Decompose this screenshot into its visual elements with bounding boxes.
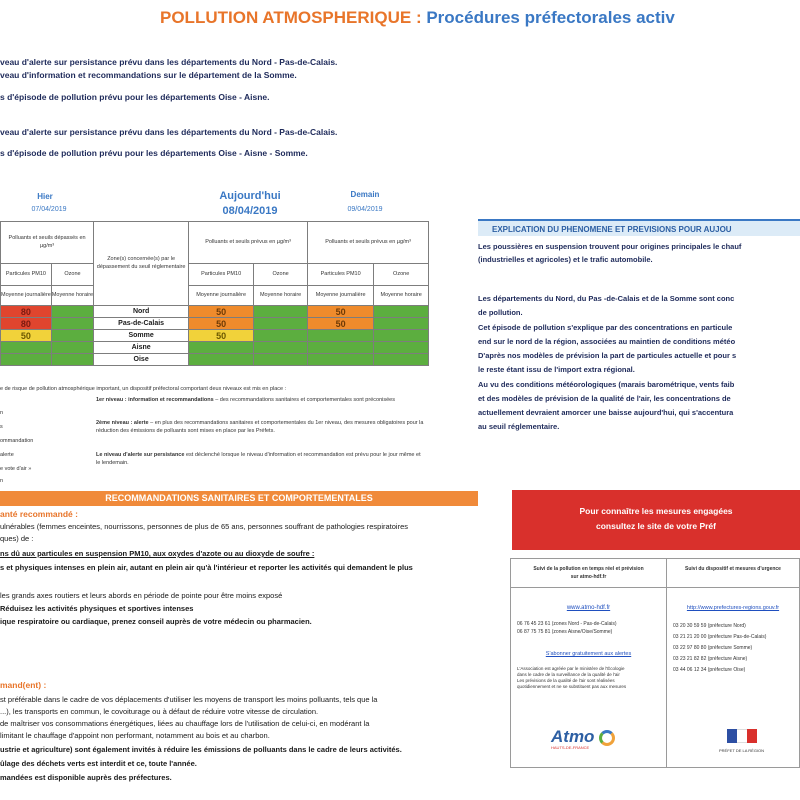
cell-d-ozone (374, 342, 429, 354)
col-moy-hor: Moyenne horaire (254, 286, 308, 306)
dept-name: Nord (94, 306, 189, 318)
cell-d-pm10 (308, 342, 374, 354)
cell-y-pm10: 80 (1, 318, 52, 330)
col-moy-jour: Moyenne journalière (189, 286, 254, 306)
day-today-label: Aujourd'hui (219, 190, 281, 202)
cell-y-pm10 (1, 342, 52, 354)
contact-infobox (510, 558, 800, 768)
bullet-line: s d'épisode de pollution prévu pour les départements Oise - Aisne - Somme. (0, 148, 308, 158)
dept-name: Aisne (94, 342, 189, 354)
header-zone: Zone(s) concernée(s) par le dépassement du seuil réglementaire (94, 222, 189, 306)
col-pm10: Particules PM10 (1, 264, 52, 286)
explanation-line: Les poussières en suspension trouvent pour origines principales le chauf (478, 242, 742, 251)
day-yesterday-date: 07/04/2019 (31, 206, 67, 213)
reco-comport-header: mand(ent) : (0, 680, 47, 690)
prefet-logo: PRÉFET DE LA RÉGION (719, 729, 764, 753)
cell-t-pm10: 50 (189, 330, 254, 342)
col-pm10: Particules PM10 (308, 264, 374, 286)
cell-d-pm10 (308, 330, 374, 342)
level1-text: – des recommandations sanitaires et comportementales sont préconisées (215, 397, 395, 403)
header-today-pollutants: Polluants et seuils prévus en µg/m³ (189, 222, 308, 264)
reco-line: mandées est disponible auprès des préfectures. (0, 773, 172, 782)
level2-title: 2ème niveau : alerte (96, 420, 149, 426)
reco-line: Réduisez les activités physiques et sportives intenses (0, 604, 194, 613)
notes-level3 (96, 452, 426, 467)
explanation-line: au seuil réglementaire. (478, 422, 560, 431)
notes-left-fragment: ommandation (0, 438, 34, 444)
dept-name: Pas-de-Calais (94, 318, 189, 330)
notes-left-fragment: alerte (0, 452, 14, 458)
right-phone: 03 22 97 80 80 (préfecture Somme) (673, 645, 753, 651)
explanation-line: et des modèles de prévision de la qualité de l'air, les concentrations de (478, 394, 731, 403)
reco-line: les grands axes routiers et leurs abords en période de pointe pour être moins exposé (0, 591, 283, 600)
cell-y-ozone (51, 306, 93, 318)
reco-line: s et physiques intenses en plein air, autant en plein air qu'à l'intérieur et reporter les activités qui demandent le plus (0, 563, 413, 572)
notes-level1 (96, 397, 426, 405)
bullet-line: veau d'information et recommandations sur le département de la Somme. (0, 70, 297, 80)
bullet-line: veau d'alerte sur persistance prévu dans les départements du Nord - Pas-de-Calais. (0, 127, 338, 137)
table-row (1, 342, 429, 354)
reco-line: ustrie et agriculture) sont également invités à réduire les émissions de polluants dans le cadre de leurs activités. (0, 745, 402, 754)
left-title2: sur atmo-hdf.fr (570, 574, 607, 580)
cell-d-ozone (374, 354, 429, 366)
explanation-line: Les départements du Nord, du Pas -de-Calais et de la Somme sont conc (478, 294, 735, 303)
notes-left-fragment: s (0, 424, 3, 430)
col-pm10: Particules PM10 (189, 264, 254, 286)
right-phone: 03 44 06 12 34 (préfecture Oise) (673, 667, 746, 673)
cell-y-ozone (51, 318, 93, 330)
reco-line: ûlage des déchets verts est interdit et ce, toute l'année. (0, 759, 197, 768)
cell-d-ozone (374, 306, 429, 318)
explanation-line: end sur le nord de la région, associées au maintien de conditions météo (478, 337, 736, 346)
day-yesterday-label: Hier (37, 192, 53, 201)
explanation-line: actuellement devraient amorcer une baisse aujourd'hui, qui s'accentura (478, 408, 734, 417)
cell-t-pm10: 50 (189, 306, 254, 318)
alert-subscribe-link[interactable]: S'abonner gratuitement aux alertes (545, 651, 632, 657)
left-phone: 06 76 45 23 61 (zones Nord - Pas-de-Calais) (517, 621, 617, 627)
day-tomorrow-date: 09/04/2019 (347, 206, 383, 213)
cell-d-ozone (374, 330, 429, 342)
cell-t-pm10 (189, 354, 254, 366)
cell-t-ozone (254, 306, 308, 318)
atmo-logo: Atmo HAUTS-DE-FRANCE (551, 727, 615, 750)
level3-text: est déclenché lorsque le niveau d'information et recommandation est prévu pour le jour même et le lendemain. (96, 452, 421, 466)
cell-t-ozone (254, 354, 308, 366)
notes-left-fragment: n (0, 478, 4, 484)
right-phone: 03 23 21 82 82 (préfecture Aisne) (673, 656, 748, 662)
col-ozone: Ozone (254, 264, 308, 286)
dept-name: Somme (94, 330, 189, 342)
reco-line: ique respiratoire ou cardiaque, prenez conseil auprès de votre médecin ou pharmacien. (0, 617, 312, 626)
table-row (1, 306, 429, 318)
page-title: POLLUTION ATMOSPHERIQUE : Procédures préfectorales activ (160, 8, 675, 27)
col-moy-hor: Moyenne horaire (374, 286, 429, 306)
col-moy-jour: Moyenne journalière (308, 286, 374, 306)
explanation-line: de pollution. (478, 308, 523, 317)
explanation-line: (industrielles et agricoles) et le trafic automobile. (478, 255, 653, 264)
level1-title: 1er niveau : information et recommandations (96, 397, 214, 403)
table-row (1, 318, 429, 330)
explanation-line: Au vu des conditions météorologiques (marais barométrique, vents faib (478, 380, 735, 389)
title-sub: Procédures préfectorales activ (426, 8, 675, 27)
bullet-line: s d'épisode de pollution prévu pour les départements Oise - Aisne. (0, 92, 270, 102)
table-row (1, 354, 429, 366)
infobox-left: Suivi de la pollution en temps réel et prévision sur atmo-hdf.fr www.atmo-hdf.fr 06 76 45 23 61 (zones Nord - Pas-de-Calais) 06 87 75 75 81 (zones Aisne/Oise/Somme) S'abonner gratuitement aux alertes L'Association est agréée par le ministère de l'Écologie dans le cadre de la surveillance de la qualité de l'air Les prévisions de la qualité de l'air sont réalisées quotidiennement et ne se substituent pas aux mesures Atmo HAUTS-DE-FRANCE (511, 559, 667, 767)
cell-y-ozone (51, 354, 93, 366)
cell-d-pm10: 50 (308, 306, 374, 318)
right-title: Suivi du dispositif et mesures d'urgence (685, 566, 781, 572)
cell-d-ozone (374, 318, 429, 330)
notes-level2 (96, 420, 426, 435)
cell-y-pm10 (1, 354, 52, 366)
bullet-line: veau d'alerte sur persistance prévu dans les départements du Nord - Pas-de-Calais. (0, 57, 338, 67)
cell-y-ozone (51, 330, 93, 342)
cell-d-pm10 (308, 354, 374, 366)
notes-left-fragment: n (0, 410, 4, 416)
cell-y-pm10: 80 (1, 306, 52, 318)
cell-t-ozone (254, 318, 308, 330)
day-tomorrow-label: Demain (350, 190, 380, 199)
left-title: Suivi de la pollution en temps réel et prévision (533, 566, 644, 572)
cell-t-pm10: 50 (189, 318, 254, 330)
french-flag-icon (727, 729, 757, 743)
cell-y-pm10: 50 (1, 330, 52, 342)
col-moy-jour: Moyenne journalière (1, 286, 52, 306)
col-ozone: Ozone (374, 264, 429, 286)
reco-line: st préférable dans le cadre de vos déplacements d'utiliser les moyens de transport les moins polluants, tels que la (0, 695, 378, 704)
cell-t-pm10 (189, 342, 254, 354)
explanation-line: le reste étant issu de l'import extra régional. (478, 365, 635, 374)
redbox-line1: Pour connaître les mesures engagées (579, 506, 733, 516)
explanation-line: D'après nos modèles de prévision la part de particules actuelle et pour s (478, 351, 737, 360)
atmo-link[interactable]: www.atmo-hdf.fr (566, 605, 611, 611)
col-ozone: Ozone (51, 264, 93, 286)
prefecture-link[interactable]: http://www.prefectures-regions.gouv.fr (686, 605, 780, 611)
header-tomorrow-pollutants: Polluants et seuils prévus en µg/m³ (308, 222, 429, 264)
header-yesterday-pollutants: Polluants et seuils dépassés en µg/m³ (1, 222, 94, 264)
reco-line: ...), les transports en commun, le covoiturage ou à défaut de réduire votre vitesse de circulation. (0, 707, 319, 716)
notes-left-fragment: e vote d'air » (0, 466, 32, 472)
cell-t-ozone (254, 342, 308, 354)
explanation-line: Cet épisode de pollution s'explique par des concentrations en particule (478, 323, 733, 332)
right-phone: 03 20 30 59 59 (préfecture Nord) (673, 623, 746, 629)
title-main: POLLUTION ATMOSPHERIQUE (160, 8, 412, 27)
right-phone: 03 21 21 20 00 (préfecture Pas-de-Calais) (673, 634, 767, 640)
table-row (1, 330, 429, 342)
reco-line: de maîtriser vos consommations énergétiques, liées au chauffage lors de l'utilisation de celui-ci, en modérant la (0, 719, 370, 728)
reco-section-bar: RECOMMANDATIONS SANITAIRES ET COMPORTEMENTALES (0, 491, 478, 506)
reco-line: limitant le chauffage d'appoint non performant, notamment au bois et au charbon. (0, 731, 270, 740)
cell-d-pm10: 50 (308, 318, 374, 330)
reco-sante-header: anté recommandé : (0, 509, 78, 519)
infobox-right (667, 559, 799, 767)
cell-t-ozone (254, 330, 308, 342)
reco-line: ques) de : (0, 534, 34, 543)
notes-intro: e de risque de pollution atmosphérique important, un dispositif préfectoral comportant deux niveaux est mis en place : (0, 386, 287, 392)
cell-y-ozone (51, 342, 93, 354)
dept-name: Oise (94, 354, 189, 366)
col-moy-hor: Moyenne horaire (51, 286, 93, 306)
level2-text: – en plus des recommandations sanitaires et comportementales du 1er niveau, des mesures obligatoires pour la réduction des émissions de polluants sont mises en place par les Préfets. (96, 420, 424, 434)
reco-line: ns dû aux particules en suspension PM10, aux oxydes d'azote ou au dioxyde de soufre : (0, 549, 315, 558)
day-today-date: 08/04/2019 (222, 205, 278, 217)
explanation-bar: EXPLICATION DU PHENOMENE ET PREVISIONS POUR AUJOU (478, 219, 800, 236)
left-phone: 06 87 75 75 81 (zones Aisne/Oise/Somme) (517, 629, 613, 635)
redbox-line2: consultez le site de votre Préf (596, 521, 716, 531)
atmo-logo-ring-icon (599, 730, 615, 746)
reco-line: ulnérables (femmes enceintes, nourrissons, personnes de plus de 65 ans, personnes souffrant de pathologies respiratoires (0, 522, 409, 531)
pollution-table (0, 221, 429, 366)
prefecture-redbox (512, 490, 800, 550)
level3-title: Le niveau d'alerte sur persistance (96, 452, 185, 458)
